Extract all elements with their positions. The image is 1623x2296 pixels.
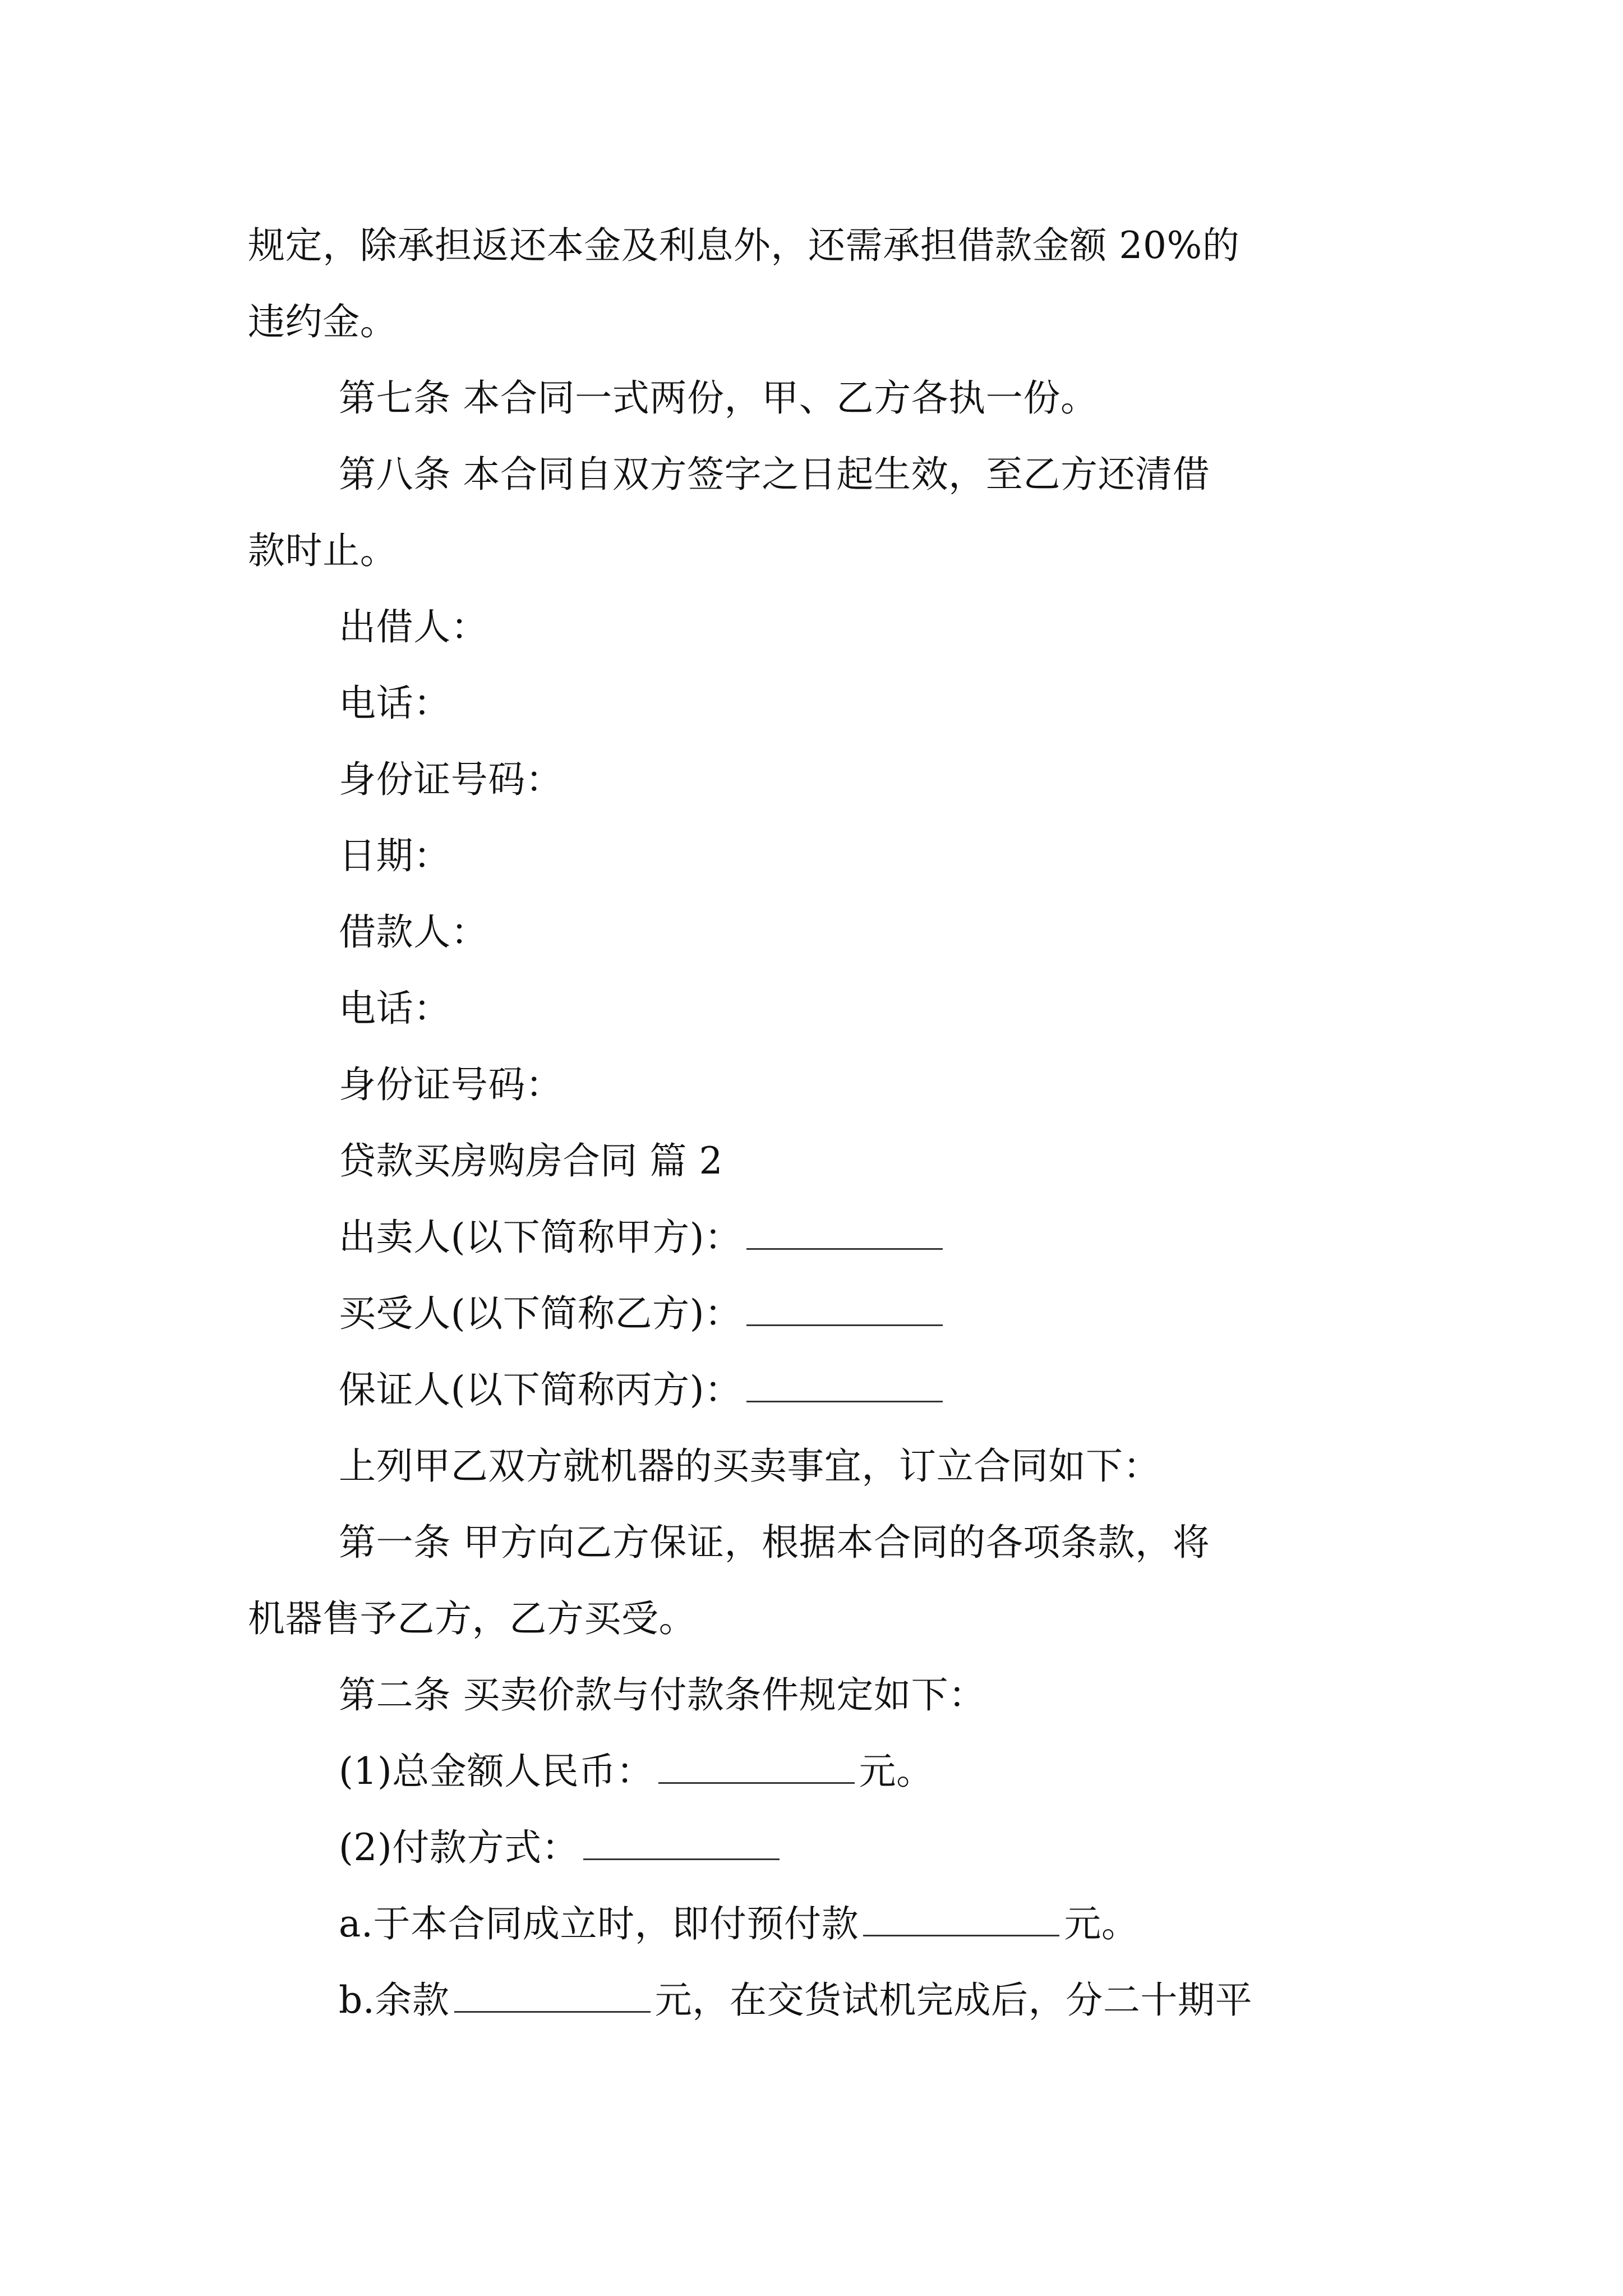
unit-label: 元。 (1064, 1902, 1139, 1945)
paragraph-line (248, 208, 1392, 284)
lender-phone-label (248, 665, 1392, 742)
borrower-id-label (248, 1047, 1392, 1123)
section-title (248, 1123, 1392, 1199)
text-line: 第二条 买卖价款与付款条件规定如下： (339, 1673, 986, 1717)
blank-field[interactable] (746, 1370, 943, 1402)
seller-line (248, 1199, 1392, 1276)
field-label: 身份证号码： (339, 758, 563, 801)
paragraph-line (248, 284, 1392, 360)
intro-line (248, 1428, 1392, 1504)
field-label: 出卖人(以下简称甲方)： (339, 1216, 742, 1259)
document-body (248, 208, 1392, 2039)
article-8 (248, 436, 1392, 513)
field-label: 日期： (339, 834, 451, 877)
text-line: 机器售予乙方，乙方买受。 (248, 1597, 697, 1640)
blank-field[interactable] (454, 1980, 651, 2013)
text-line: 款时止。 (248, 529, 398, 572)
lender-id-label (248, 742, 1392, 818)
guarantor-line (248, 1352, 1392, 1428)
field-label: 电话： (339, 987, 451, 1030)
blank-field[interactable] (658, 1751, 855, 1784)
text-line: 第七条 本合同一式两份，甲、乙方各执一份。 (339, 376, 1098, 420)
field-label: (2)付款方式： (339, 1826, 579, 1869)
field-label: 借款人： (339, 910, 488, 954)
paragraph-line (248, 513, 1392, 589)
field-label: 电话： (339, 682, 451, 725)
section-heading: 贷款买房购房合同 篇 2 (339, 1139, 723, 1182)
text-line: 元，在交货试机完成后，分二十期平 (654, 1978, 1253, 2022)
blank-field[interactable] (583, 1828, 780, 1860)
article-2 (248, 1657, 1392, 1733)
field-label: 买受人(以下简称乙方)： (339, 1292, 742, 1335)
blank-field[interactable] (746, 1294, 943, 1326)
text-line: 违约金。 (248, 300, 398, 343)
borrower-label (248, 894, 1392, 970)
field-label: (1)总金额人民币： (339, 1750, 654, 1793)
date-label (248, 818, 1392, 894)
field-label: 身份证号码： (339, 1063, 563, 1106)
borrower-phone-label (248, 970, 1392, 1047)
text-line: 规定，除承担返还本金及利息外，还需承担借款金额 20%的 (248, 224, 1240, 267)
text-line: 上列甲乙双方就机器的买卖事宜，订立合同如下： (339, 1444, 1161, 1488)
field-label: a.于本合同成立时，即付预付款 (339, 1902, 859, 1945)
payment-method-line (248, 1810, 1392, 1886)
unit-label: 元。 (859, 1750, 934, 1793)
buyer-line (248, 1276, 1392, 1352)
text-line: 第一条 甲方向乙方保证，根据本合同的各项条款，将 (339, 1521, 1210, 1564)
paragraph-line (248, 1581, 1392, 1657)
lender-label (248, 589, 1392, 665)
text-line: 第八条 本合同自双方签字之日起生效，至乙方还清借 (339, 453, 1210, 496)
total-amount-line (248, 1733, 1392, 1810)
field-label: b.余款 (339, 1978, 450, 2022)
blank-field[interactable] (863, 1904, 1059, 1936)
blank-field[interactable] (746, 1217, 943, 1250)
field-label: 出借人： (339, 605, 488, 648)
prepayment-line (248, 1886, 1392, 1962)
article-1 (248, 1504, 1392, 1581)
article-7 (248, 360, 1392, 436)
field-label: 保证人(以下简称丙方)： (339, 1368, 742, 1411)
balance-line (248, 1962, 1392, 2039)
